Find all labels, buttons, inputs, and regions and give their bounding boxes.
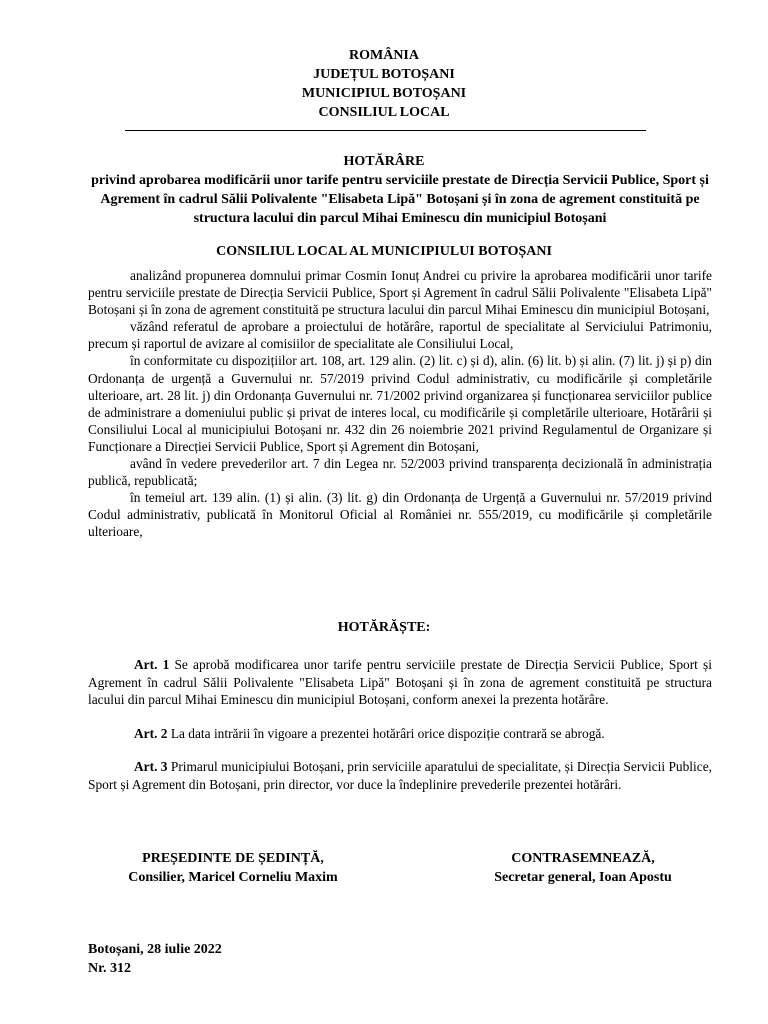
- decision-number: Nr. 312: [88, 961, 132, 976]
- decides-heading: HOTĂRĂȘTE:: [337, 620, 431, 635]
- document-footer: [88, 940, 222, 978]
- signature-name: Secretar general, Ioan Apostu: [494, 870, 672, 885]
- document-subtitle: privind aprobarea modificării unor tarife pentru serviciile prestate de Direcția Servicii Publice, Sport și Agrement în cadrul Sălii Polivalente "Elisabeta Lipă" Botoșani și în zona de agrement constituită pe structura lacului din parcul Mihai Eminescu din municipiul Botoșani: [91, 173, 709, 226]
- signature-title: CONTRASEMNEAZĂ,: [511, 851, 655, 866]
- header-divider: [125, 130, 646, 131]
- council-line: CONSILIUL LOCAL: [318, 105, 450, 120]
- municipality-line: MUNICIPIUL BOTOȘANI: [301, 86, 467, 101]
- articles: [88, 656, 712, 810]
- article-2: [88, 725, 712, 743]
- signature-name: Consilier, Maricel Corneliu Maxim: [128, 870, 338, 885]
- article-label: Art. 2: [134, 725, 168, 741]
- article-text: La data intrării în vigoare a prezentei hotărâri orice dispoziție contrară se abrogă.: [170, 725, 605, 741]
- article-text: Primarul municipiului Botoșani, prin serviciile aparatului de specialitate, și Direcția Servicii Publice, Sport și Agrement din Botoșani, prin director, vor duce la îndeplinire prevederile prezentei hotărâri.: [88, 759, 712, 792]
- place-date: Botoșani, 28 iulie 2022: [88, 942, 222, 957]
- signature-secretary: [446, 849, 720, 887]
- document-header: [0, 46, 768, 122]
- country-line: ROMÂNIA: [349, 48, 419, 63]
- document-title: HOTĂRÂRE: [343, 154, 425, 169]
- article-label: Art. 1: [134, 657, 170, 672]
- county-line: JUDEȚUL BOTOȘANI: [313, 67, 455, 82]
- preamble-paragraph: văzând referatul de aprobare a proiectului de hotărâre, raportul de specialitate al Serviciului Patrimoniu, precum și raportul de avizare al comisiilor de specialitate ale Consiliului Local,: [88, 319, 712, 352]
- preamble-paragraph: având în vedere prevederilor art. 7 din Legea nr. 52/2003 privind transparența decizională în administrația publică, republicată;: [88, 456, 712, 489]
- council-heading: CONSILIUL LOCAL AL MUNICIPIULUI BOTOȘANI: [216, 244, 552, 259]
- preamble: [88, 267, 712, 541]
- article-1: [88, 656, 712, 709]
- preamble-paragraph: în temeiul art. 139 alin. (1) și alin. (3) lit. g) din Ordonanța de Urgență a Guvernului nr. 57/2019 privind Codul administrativ, publicată în Monitorul Oficial al României nr. 555/2019, cu modificările și completările ulterioare,: [88, 490, 712, 540]
- article-3: [88, 758, 712, 793]
- preamble-paragraph: în conformitate cu dispozițiilor art. 108, art. 129 alin. (2) lit. c) și d), alin. (6) lit. b) și alin. (7) lit. j) și p) din Ordonanța de urgență a Guvernului nr. 57/2019 privind Codul administrativ, cu modificările și completările ulterioare, art. 28 lit. j) din Ordonanța Guvernului nr. 71/2002 privind organizarea și funcționarea serviciilor publice de administrare a domeniului public și privat de interes local, cu modificările și completările ulterioare, Hotărârii și Consiliului Local al municipiului Botoșani nr. 432 din 26 noiembrie 2021 privind Regulamentul de Organizare și Funcționare a Direcției Servicii Publice, Sport și Agrement din Botoșani,: [88, 353, 712, 454]
- signature-president: [88, 849, 378, 887]
- article-text: Se aprobă modificarea unor tarife pentru serviciile prestate de Direcția Servicii Publice, Sport și Agrement în cadrul Sălii Polivalente "Elisabeta Lipă" Botoșani și în zona de agrement constituită pe structura lacului din parcul Mihai Eminescu din municipiul Botoșani, conform anexei la prezenta hotărâre.: [88, 657, 712, 708]
- signature-title: PREȘEDINTE DE ȘEDINȚĂ,: [142, 851, 324, 866]
- article-label: Art. 3: [134, 759, 168, 775]
- preamble-paragraph: analizând propunerea domnului primar Cosmin Ionuț Andrei cu privire la aprobarea modificării unor tarife pentru serviciile prestate de Direcția Servicii Publice, Sport și Agrement în cadrul Sălii Polivalente "Elisabeta Lipă" Botoșani și în zona de agrement constituită pe structura lacului din parcul Mihai Eminescu din municipiul Botoșani,: [88, 268, 712, 318]
